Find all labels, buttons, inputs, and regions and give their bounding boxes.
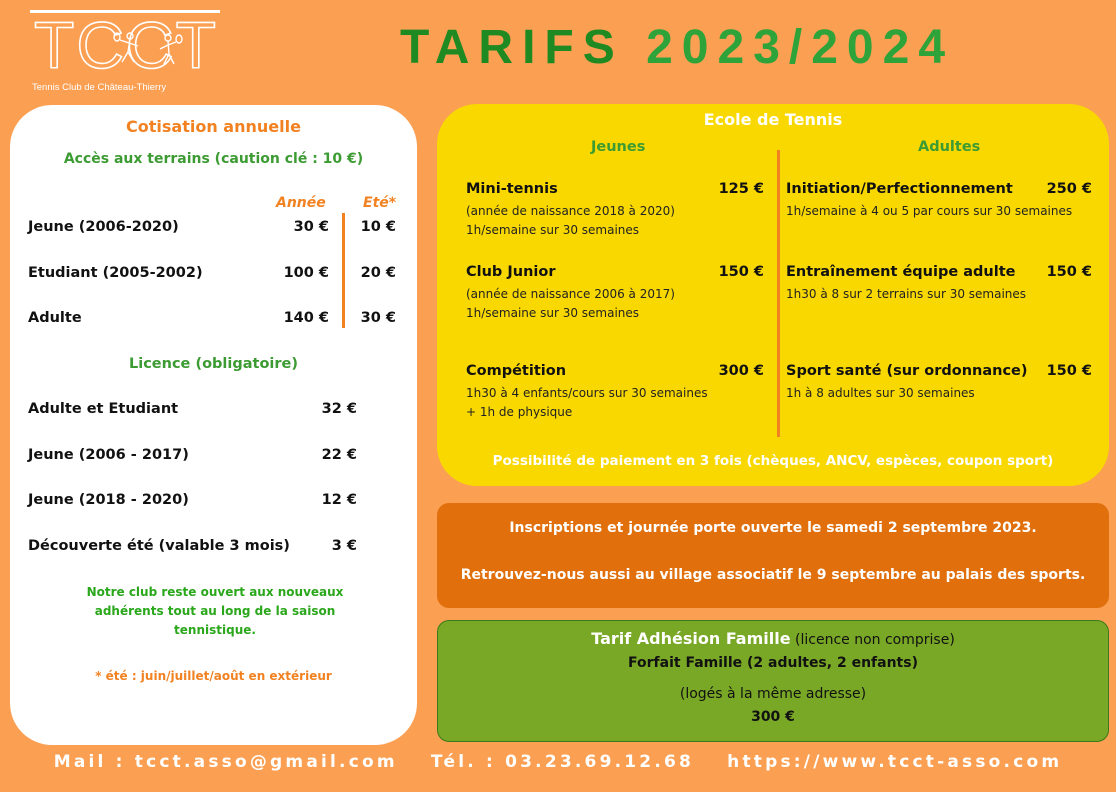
jeunes-item-title: Club Junior bbox=[466, 264, 556, 280]
club-logo bbox=[30, 8, 225, 96]
logo-subtitle: Tennis Club de Château-Thierry bbox=[32, 82, 167, 93]
licence-row-label: Jeune (2018 - 2020) bbox=[28, 492, 189, 508]
famille-forfait: Forfait Famille (2 adultes, 2 enfants) bbox=[628, 655, 918, 671]
licence-row-label: Jeune (2006 - 2017) bbox=[28, 447, 189, 463]
licence-row-price: 12 € bbox=[321, 492, 357, 508]
adultes-item-price: 250 € bbox=[1046, 181, 1092, 197]
ecole-title: Ecole de Tennis bbox=[703, 110, 843, 129]
acces-terrains: Accès aux terrains (caution clé : 10 €) bbox=[63, 151, 364, 167]
club-note-line: tennistique. bbox=[174, 623, 256, 637]
footer-website[interactable]: https://www.tcct-asso.com bbox=[727, 752, 1063, 772]
adultes-item-title: Sport santé (sur ordonnance) bbox=[786, 363, 1028, 379]
cotisation-row-annee: 140 € bbox=[283, 310, 329, 326]
payment-note: Possibilité de paiement en 3 fois (chèques, ANCV, espèces, coupon sport) bbox=[492, 453, 1054, 469]
adultes-item-price: 150 € bbox=[1046, 264, 1092, 280]
tennis-players-icon bbox=[112, 28, 192, 78]
licence-row-label: Adulte et Etudiant bbox=[28, 401, 179, 417]
logo-letters: TCCT bbox=[34, 8, 218, 82]
club-note-line: Notre club reste ouvert aux nouveaux bbox=[86, 585, 344, 599]
cotisation-row-label: Etudiant (2005-2002) bbox=[28, 265, 203, 281]
cotisation-row-label: Adulte bbox=[28, 310, 82, 326]
jeunes-item-price: 125 € bbox=[718, 181, 764, 197]
cotisation-row-ete: 30 € bbox=[360, 310, 396, 326]
cotisation-row-annee: 30 € bbox=[293, 219, 329, 235]
adultes-item-title: Entraînement équipe adulte bbox=[786, 264, 1016, 280]
ecole-tennis-card bbox=[437, 104, 1109, 486]
club-note-line: adhérents tout au long de la saison bbox=[94, 604, 336, 618]
jeunes-item-desc: 1h/semaine sur 30 semaines bbox=[466, 306, 640, 320]
jeunes-item-price: 150 € bbox=[718, 264, 764, 280]
licence-row-price: 32 € bbox=[321, 401, 357, 417]
col-ete: Eté* bbox=[363, 195, 397, 211]
club-open-note bbox=[70, 583, 360, 640]
ete-footnote: * été : juin/juillet/août en extérieur bbox=[95, 669, 332, 683]
licence-row-price: 22 € bbox=[321, 447, 357, 463]
licence-row-label: Découverte été (valable 3 mois) bbox=[28, 538, 290, 554]
jeunes-item-title: Mini-tennis bbox=[466, 181, 558, 197]
jeunes-item-title: Compétition bbox=[466, 363, 567, 379]
jeunes-item-desc: (année de naissance 2006 à 2017) bbox=[466, 287, 675, 301]
adultes-item-desc: 1h30 à 8 sur 2 terrains sur 30 semaines bbox=[786, 287, 1027, 301]
col-adultes: Adultes bbox=[918, 139, 981, 155]
famille-title: Tarif Adhésion Famille bbox=[591, 629, 791, 648]
page-title bbox=[400, 20, 954, 75]
famille-price: 300 € bbox=[751, 709, 795, 725]
footer-mail[interactable]: Mail : tcct.asso@gmail.com bbox=[53, 752, 398, 772]
footer-contact bbox=[0, 752, 1116, 772]
col-annee: Année bbox=[276, 195, 326, 211]
licence-title: Licence (obligatoire) bbox=[129, 356, 298, 372]
famille-title-note: (licence non comprise) bbox=[795, 632, 955, 648]
cotisation-card bbox=[10, 105, 417, 745]
cotisation-row-ete: 20 € bbox=[360, 265, 396, 281]
footer-phone[interactable]: Tél. : 03.23.69.12.68 bbox=[430, 752, 695, 772]
cotisation-row-label: Jeune (2006-2020) bbox=[28, 219, 179, 235]
jeunes-item-desc: 1h30 à 4 enfants/cours sur 30 semaines bbox=[466, 386, 708, 400]
village-line: Retrouvez-nous aussi au village associatif le 9 septembre au palais des sports. bbox=[460, 567, 1086, 583]
jeunes-item-price: 300 € bbox=[718, 363, 764, 379]
adultes-item-price: 150 € bbox=[1046, 363, 1092, 379]
famille-title-line bbox=[438, 629, 1108, 648]
licence-row-price: 3 € bbox=[331, 538, 357, 554]
jeunes-item-desc: 1h/semaine sur 30 semaines bbox=[466, 223, 640, 237]
jeunes-item-desc: + 1h de physique bbox=[466, 405, 573, 419]
adultes-item-title: Initiation/Perfectionnement bbox=[786, 181, 1013, 197]
famille-loges: (logés à la même adresse) bbox=[679, 686, 867, 702]
cotisation-row-annee: 100 € bbox=[283, 265, 329, 281]
cotisation-row-ete: 10 € bbox=[360, 219, 396, 235]
famille-card bbox=[437, 620, 1109, 742]
col-jeunes: Jeunes bbox=[591, 139, 646, 155]
ecole-divider bbox=[777, 150, 780, 437]
adultes-item-desc: 1h/semaine à 4 ou 5 par cours sur 30 semaines bbox=[786, 204, 1073, 218]
jeunes-item-desc: (année de naissance 2018 à 2020) bbox=[466, 204, 675, 218]
title-years: 2023/2024 bbox=[646, 21, 955, 74]
title-word: TARIFS bbox=[400, 21, 624, 74]
adultes-item-desc: 1h à 8 adultes sur 30 semaines bbox=[786, 386, 975, 400]
column-divider bbox=[342, 213, 345, 328]
inscriptions-card bbox=[437, 503, 1109, 608]
inscriptions-line: Inscriptions et journée porte ouverte le samedi 2 septembre 2023. bbox=[509, 520, 1037, 536]
cotisation-title: Cotisation annuelle bbox=[126, 117, 301, 136]
